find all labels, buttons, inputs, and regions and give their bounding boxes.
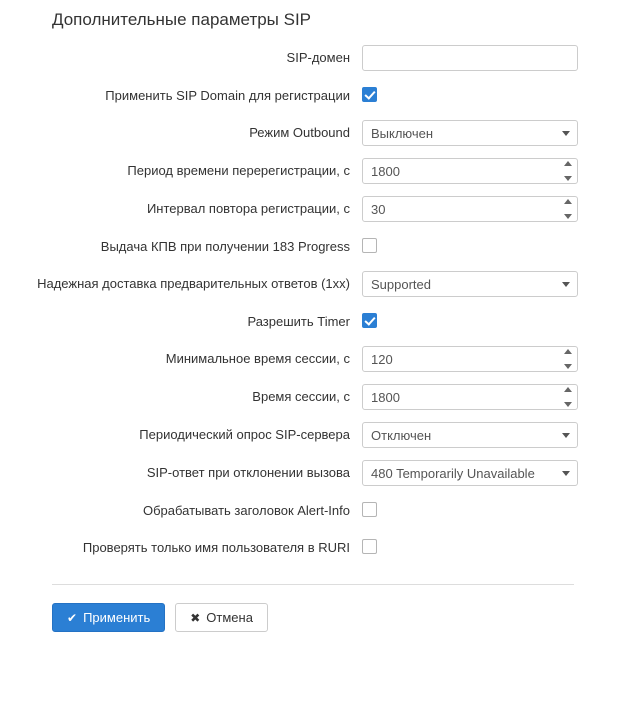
spinner-down-icon[interactable] [564, 176, 572, 181]
sip-settings-form [0, 44, 626, 560]
form-row-enable-timer [0, 308, 626, 334]
sip-server-polling-label: Периодический опрос SIP-сервера [139, 427, 350, 442]
outbound-mode-label: Режим Outbound [249, 125, 350, 140]
spinner-down-icon[interactable] [564, 364, 572, 369]
form-row-reliable-provisional [0, 270, 626, 297]
session-time-input[interactable] [362, 384, 578, 410]
outbound-mode-value: Выключен [362, 120, 578, 146]
form-row-reject-response [0, 459, 626, 486]
form-row-sip-server-polling [0, 421, 626, 448]
min-session-time-stepper[interactable] [362, 346, 578, 372]
reject-response-label: SIP-ответ при отклонении вызова [146, 465, 350, 480]
check-username-only-checkbox[interactable] [362, 539, 377, 554]
form-row-outbound-mode [0, 119, 626, 146]
spinner-down-icon[interactable] [564, 214, 572, 219]
apply-button[interactable] [52, 603, 165, 632]
enable-timer-checkbox[interactable] [362, 313, 377, 328]
form-actions [0, 585, 626, 632]
cancel-button[interactable] [175, 603, 268, 632]
outbound-mode-select[interactable] [362, 120, 578, 146]
spinner-icon[interactable] [562, 349, 573, 369]
spinner-up-icon[interactable] [564, 199, 572, 204]
registration-retry-interval-input[interactable] [362, 196, 578, 222]
reregistration-period-stepper[interactable] [362, 158, 578, 184]
form-row-reregistration-period [0, 157, 626, 184]
form-row-min-session-time [0, 345, 626, 372]
form-row-check-username-only [0, 534, 626, 560]
spinner-icon[interactable] [562, 199, 573, 219]
reject-response-value: 480 Temporarily Unavailable [362, 460, 578, 486]
ringback-on-183-label: Выдача КПВ при получении 183 Progress [100, 239, 350, 254]
form-row-use-sip-domain [0, 82, 626, 108]
reliable-provisional-select[interactable] [362, 271, 578, 297]
process-alert-info-label: Обрабатывать заголовок Alert-Info [142, 503, 350, 518]
registration-retry-interval-stepper[interactable] [362, 196, 578, 222]
form-row-ringback-on-183 [0, 233, 626, 259]
process-alert-info-checkbox[interactable] [362, 502, 377, 517]
reregistration-period-input[interactable] [362, 158, 578, 184]
check-icon: ✔ [67, 610, 78, 625]
sip-server-polling-select[interactable] [362, 422, 578, 448]
cancel-button-label: Отмена [206, 610, 253, 625]
sip-server-polling-value: Отключен [362, 422, 578, 448]
reliable-provisional-label: Надежная доставка предварительных ответов (1xx) [37, 276, 350, 291]
page-title: Дополнительные параметры SIP [52, 10, 312, 29]
apply-button-label: Применить [83, 610, 151, 625]
form-row-session-time [0, 383, 626, 410]
spinner-down-icon[interactable] [564, 402, 572, 407]
spinner-up-icon[interactable] [564, 387, 572, 392]
spinner-icon[interactable] [562, 161, 573, 181]
use-sip-domain-label: Применить SIP Domain для регистрации [105, 88, 350, 103]
form-row-process-alert-info [0, 497, 626, 523]
session-time-stepper[interactable] [362, 384, 578, 410]
session-time-label: Время сессии, с [252, 389, 350, 404]
cross-icon: ✖ [190, 610, 201, 625]
sip-domain-input[interactable] [362, 45, 578, 71]
form-row-sip-domain [0, 44, 626, 71]
check-username-only-label: Проверять только имя пользователя в RURI [82, 540, 350, 555]
form-row-registration-retry-interval [0, 195, 626, 222]
reject-response-select[interactable] [362, 460, 578, 486]
spinner-up-icon[interactable] [564, 161, 572, 166]
sip-domain-label: SIP-домен [286, 50, 350, 65]
min-session-time-label: Минимальное время сессии, с [165, 351, 350, 366]
spinner-up-icon[interactable] [564, 349, 572, 354]
use-sip-domain-checkbox[interactable] [362, 87, 377, 102]
reregistration-period-label: Период времени перерегистрации, с [127, 163, 350, 178]
spinner-icon[interactable] [562, 387, 573, 407]
registration-retry-interval-label: Интервал повтора регистрации, с [146, 201, 350, 216]
min-session-time-input[interactable] [362, 346, 578, 372]
enable-timer-label: Разрешить Timer [247, 314, 350, 329]
ringback-on-183-checkbox[interactable] [362, 238, 377, 253]
reliable-provisional-value: Supported [362, 271, 578, 297]
